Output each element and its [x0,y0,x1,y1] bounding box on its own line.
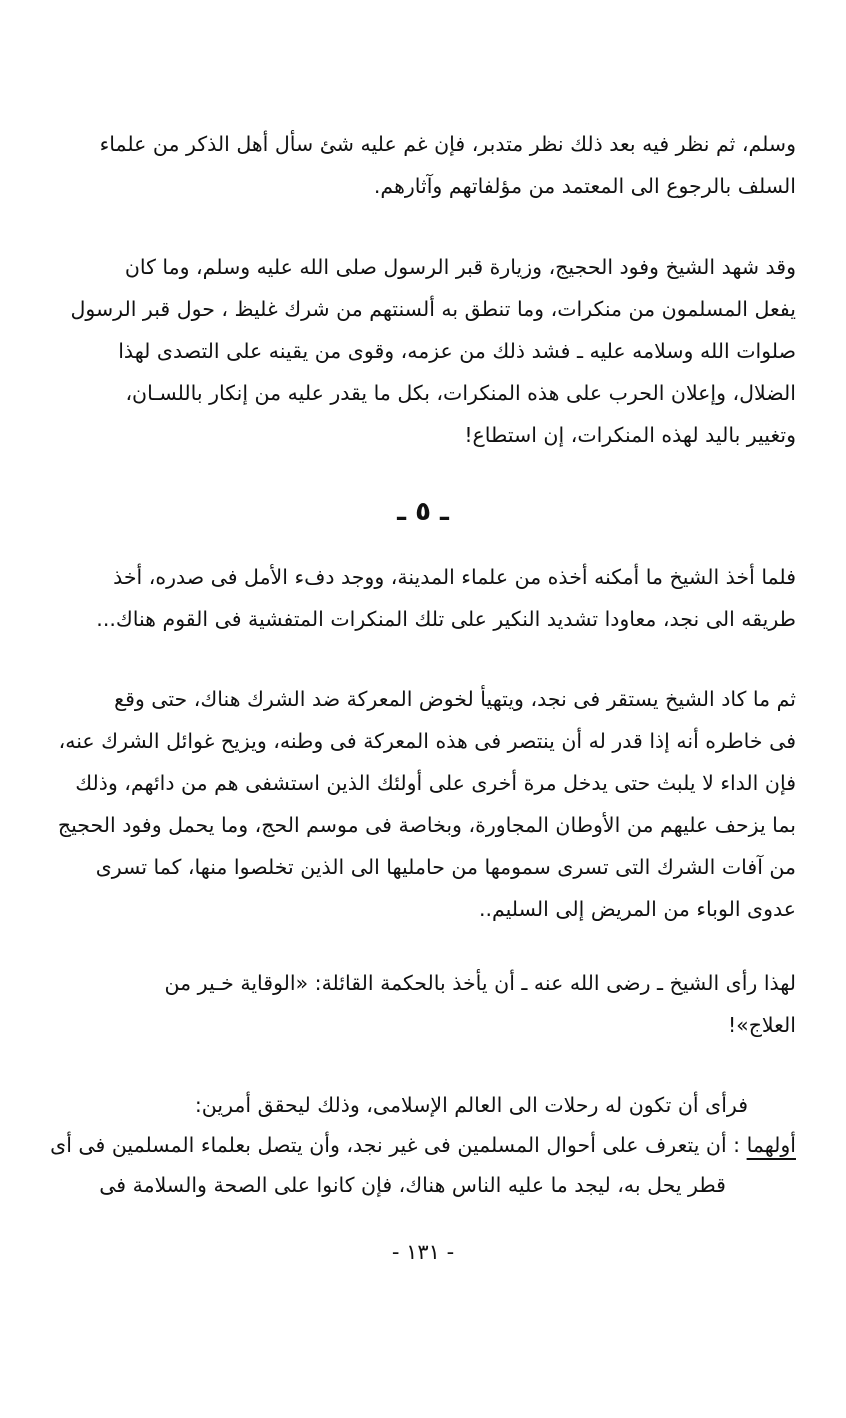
paragraph-2 [36,246,796,456]
text-line: وسلم، ثم نظر فيه بعد ذلك نظر متدبر، فإن غم عليه شئ سأل أهل الذكر من علماء [99,132,796,156]
text-line: صلوات الله وسلامه عليه ـ فشد ذلك من عزمه، وقوى من يقينه على التصدى لهذا [118,339,796,363]
text-line: السلف بالرجوع الى المعتمد من مؤلفاتهم وآثارهم. [373,174,796,198]
text-line: ثم ما كاد الشيخ يستقر فى نجد، ويتهيأ لخوض المعركة ضد الشرك هناك، حتى وقع [114,687,796,711]
paragraph-3 [36,556,796,640]
text-line: طريقه الى نجد، معاودا تشديد النكير على تلك المنكرات المتفشية فى القوم هناك... [96,607,796,631]
text-line: فلما أخذ الشيخ ما أمكنه أخذه من علماء المدينة، ووجد دفء الأمل فى صدره، أخذ [113,565,796,589]
paragraph-6 [36,1085,796,1205]
page-number: - ١٣١ - [391,1240,455,1264]
paragraph-5 [36,962,796,1046]
text-line: العلاج»! [727,1013,796,1037]
section-number: ـ ٥ ـ [397,497,449,527]
text-line: الضلال، وإعلان الحرب على هذه المنكرات، بكل ما يقدر عليه من إنكار باللسـان، [125,381,796,405]
text-line: فى خاطره أنه إذا قدر له أن ينتصر فى هذه المعركة فى وطنه، ويزيح غوائل الشرك عنه، [58,729,796,753]
text-line: يفعل المسلمون من منكرات، وما تنطق به ألسنتهم من شرك غليظ ، حول قبر الرسول [70,297,796,321]
text-line: بما يزحف عليهم من الأوطان المجاورة، وبخاصة فى موسم الحج، وما يحمل وفود الحجيج [57,813,796,837]
paragraph-4 [36,678,796,930]
paragraph-1 [36,123,796,207]
text-line: وقد شهد الشيخ وفود الحجيج، وزيارة قبر الرسول صلى الله عليه وسلم، وما كان [124,255,796,279]
text-line: عدوى الوباء من المريض إلى السليم.. [478,897,796,921]
text-line: قطر يحل به، ليجد ما عليه الناس هناك، فإن كانوا على الصحة والسلامة فى [99,1173,726,1197]
text-line [36,1125,796,1165]
text-line: وتغيير باليد لهذه المنكرات، إن استطاع! [464,423,796,447]
text-line: من آفات الشرك التى تسرى سمومها من حامليها الى الذين تخلصوا منها، كما تسرى [95,855,796,879]
text-segment: : أن يتعرف على أحوال المسلمين فى غير نجد، وأن يتصل بعلماء المسلمين فى أى [50,1133,747,1157]
text-line: فرأى أن تكون له رحلات الى العالم الإسلامى، وذلك ليحقق أمرين: [194,1093,748,1117]
text-line: لهذا رأى الشيخ ـ رضى الله عنه ـ أن يأخذ بالحكمة القائلة: «الوقاية خـير من [164,971,796,995]
text-line: فإن الداء لا يلبث حتى يدخل مرة أخرى على أولئك الذين استشفى هم من دائهم، وذلك [75,771,796,795]
term-first: أولهما [746,1133,796,1157]
